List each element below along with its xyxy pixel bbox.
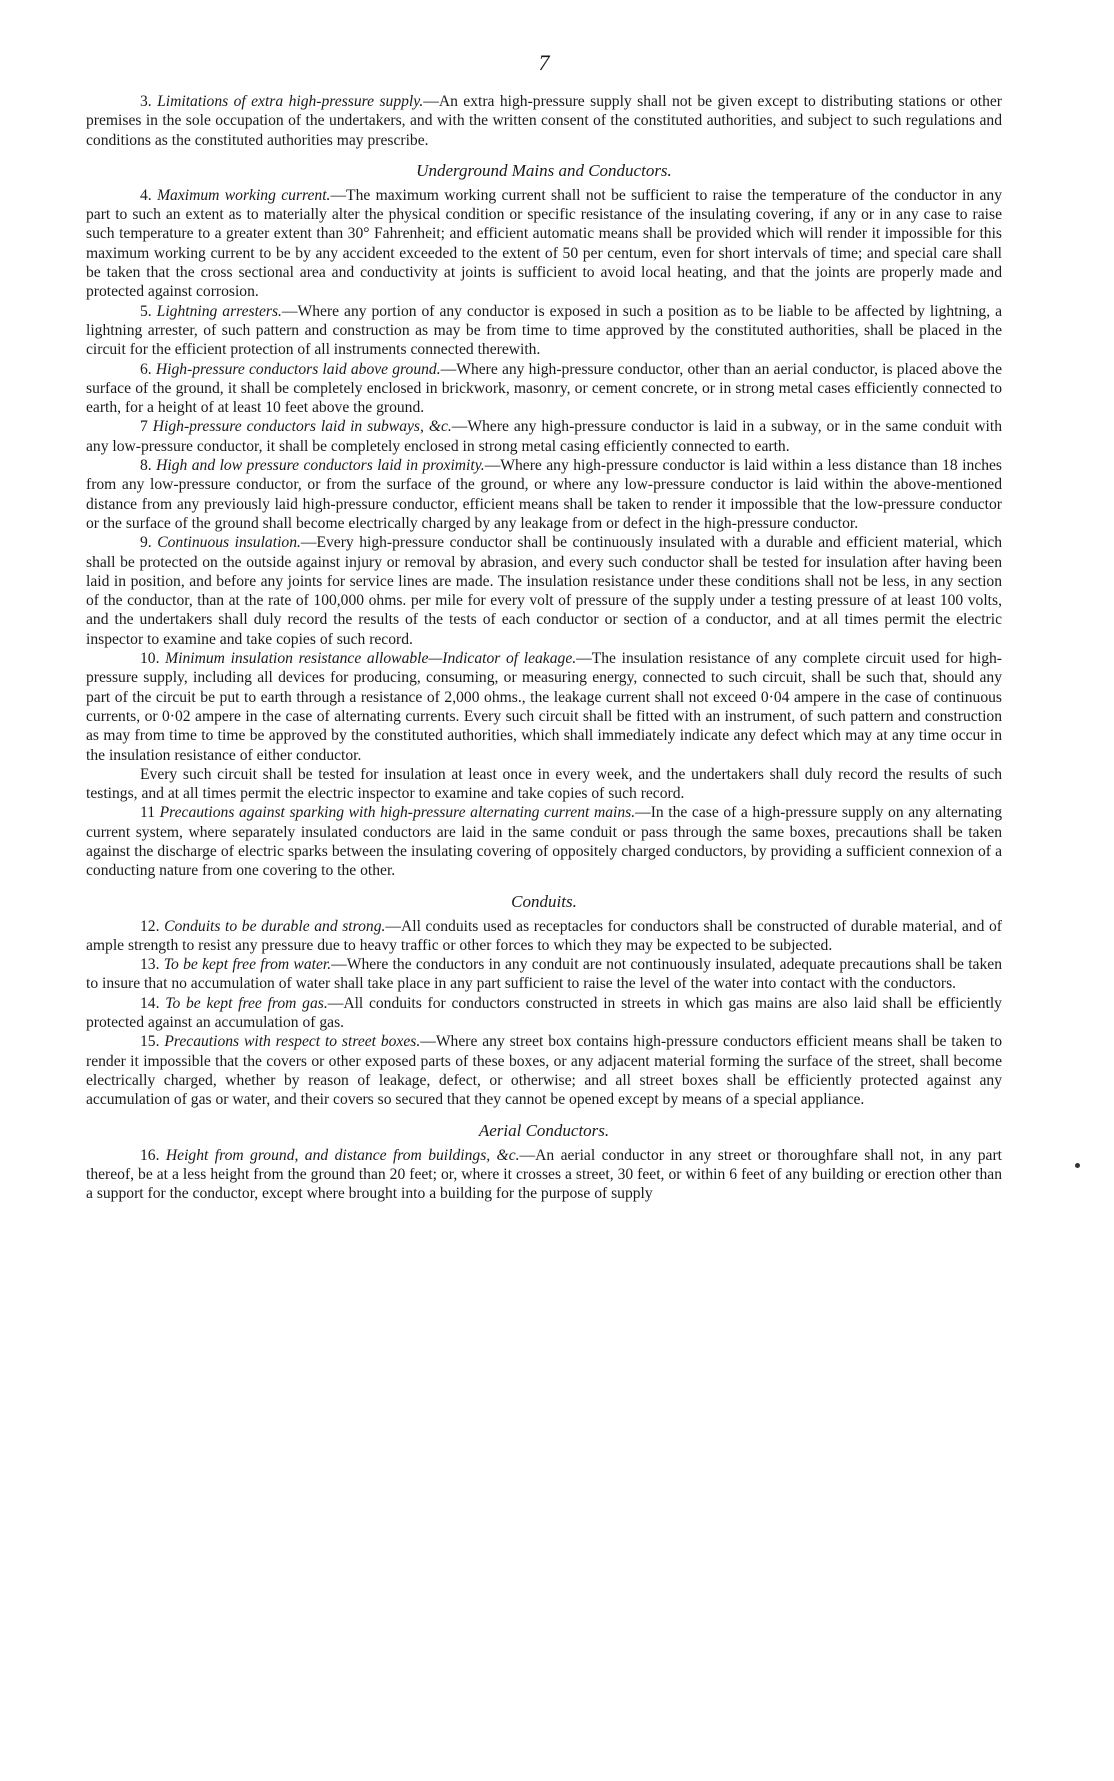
section-heading: Aerial Conductors. — [478, 1120, 610, 1140]
regulation-text: —Where the conductors in any conduit are not continuously insulated, adequate precautions shall be taken to insure that no accumulation of water shall take place in any part sufficient to raise the level of the water into contact with the conductors. — [86, 956, 1002, 993]
margin-mark — [1075, 1163, 1080, 1168]
regulation-paragraph — [86, 417, 1002, 456]
regulation-text: —The maximum working current shall not be sufficient to raise the temperature of the conductor in any part to such an extent as to materially alter the physical condition or specific resistance of the insulating covering, if any or in any case to raise such temperature to a greater extent than 30° Fahrenheit; and efficient automatic means shall be provided which will render it impossible for this maximum working current to be by any accident exceeded to the extent of 50 per centum, even for short intervals of time; and special care shall be taken that the cross sectional area and conductivity at joints is sufficient to avoid local heating, and that the joints are properly made and protected against corrosion. — [86, 186, 1003, 301]
regulation-text: —All conduits used as receptacles for conductors shall be constructed of durable material, and of ample strength to resist any pressure due to heavy traffic or other forces to which they may be expected to be subjected. — [86, 917, 1002, 954]
regulation-paragraph — [86, 917, 1002, 956]
regulation-title: High and low pressure conductors laid in proximity. — [156, 457, 485, 475]
regulation-number: 16. — [140, 1146, 160, 1164]
regulation-title: Continuous insulation. — [157, 534, 301, 552]
regulation-paragraph — [86, 955, 1002, 994]
page-number: 7 — [538, 50, 550, 75]
page-content — [86, 48, 1002, 1203]
regulation-text: —Where any street box contains high-pressure conductors efficient means shall be taken to render it impossible that the covers or other exposed parts of these boxes, or any adjacent material forming the surface of the street, shall become electrically charged, whether by reason of leakage, defect, or otherwise; and all street boxes shall be efficiently protected against any accumulation of gas or water, and their covers so secured that they cannot be opened except by means of a special appliance. — [86, 1033, 1002, 1109]
regulation-title: Precautions with respect to street boxes. — [164, 1033, 421, 1051]
regulation-title: To be kept free from water. — [163, 956, 332, 974]
regulation-number: 8. — [140, 457, 152, 475]
regulation-title: Height from ground, and distance from buildings, &c. — [165, 1146, 520, 1164]
regulation-number: 4. — [140, 186, 152, 204]
regulation-title: High-pressure conductors laid in subways, &c. — [152, 418, 452, 436]
regulation-title: Minimum insulation resistance allowable—Indicator of leakage. — [165, 650, 577, 668]
regulation-number: 5. — [140, 302, 152, 320]
regulation-number: 12. — [140, 917, 160, 935]
regulation-paragraph — [86, 302, 1002, 360]
regulation-title: Precautions against sparking with high-pressure alternating current mains. — [159, 804, 636, 822]
regulation-title: To be kept free from gas. — [165, 994, 328, 1012]
regulation-number: 9. — [140, 534, 152, 552]
regulation-paragraph — [86, 649, 1002, 765]
regulation-text: —An aerial conductor in any street or thoroughfare shall not, in any part thereof, be at a less height from the ground than 20 feet; or, where it crosses a street, 30 feet, or within 6 feet of any building or erection other than a support for the conductor, except where brought into a building for the purpose of supply — [86, 1146, 1002, 1203]
regulation-number: 10. — [140, 650, 160, 668]
section-heading: Underground Mains and Conductors. — [416, 160, 672, 180]
regulation-title: Maximum working current. — [157, 186, 331, 204]
regulation-number: 13. — [140, 956, 160, 974]
regulation-number: 14. — [140, 994, 160, 1012]
regulation-paragraph — [86, 360, 1002, 418]
regulation-paragraph — [86, 765, 1002, 804]
regulation-text: —Every high-pressure conductor shall be continuously insulated with a durable and efficient material, which shall be protected on the outside against injury or removal by abrasion, and every such conductor shall be tested for insulation after having been laid in position, and before any joints for service lines are made. The insulation resistance under these conditions shall not be less, in any section of the conductor, than at the rate of 100,000 ohms. per mile for every volt of pressure of the supply under a testing pressure of at least 100 volts, and the undertakers shall duly record the results of the tests of each conductor or section of a conductor, and at all times permit the electric inspector to examine and take copies of such record. — [86, 534, 1002, 648]
regulation-paragraph — [86, 533, 1002, 649]
regulations-body — [86, 92, 1002, 1203]
regulation-paragraph — [86, 994, 1002, 1033]
regulation-number: 15. — [140, 1033, 160, 1051]
regulation-text: —The insulation resistance of any complete circuit used for high-pressure supply, including all devices for producing, consuming, or measuring energy, connected to such circuit, shall be such that, should any part of the circuit be put to earth through a resistance of 2,000 ohms., the leakage current shall not exceed 0·04 ampere in the case of continuous currents, or 0·02 ampere in the case of alternating currents. Every such circuit shall be fitted with an instrument, of such pattern and construction as may from time to time be approved by the constituted authorities, which shall immediately indicate any defect which may at any time occur in the insulation resistance of either conductor. — [86, 650, 1002, 764]
regulation-number: 7 — [140, 418, 148, 436]
regulation-text: —Where any portion of any conductor is exposed in such a position as to be liable to be affected by lightning, a lightning arrester, of such pattern and construction as may be from time to time approved by the constituted authorities, shall be placed in the circuit for the efficient protection of all instruments connected therewith. — [86, 302, 1002, 359]
regulation-text: —All conduits for conductors constructed in streets in which gas mains are also laid shall be efficiently protected against an accumulation of gas. — [86, 994, 1002, 1032]
regulation-paragraph — [86, 803, 1002, 880]
regulation-text: —Where any high-pressure conductor is laid within a less distance than 18 inches from any low-pressure conductor, or from the surface of the ground, or where any low-pressure conductor is laid within the above-mentioned distance from any previously laid high-pressure conductor, efficient means shall be taken to render it impossible that the low-pressure conductor or the surface of the ground shall become electrically charged by any leakage from or defect in the high-pressure conductor. — [86, 457, 1002, 532]
regulation-text: —An extra high-pressure supply shall not be given except to distributing stations or other premises in the sole occupation of the undertakers, and with the written consent of the constituted authorities, and subject to such regulations and conditions as the constituted authorities may prescribe. — [86, 93, 1002, 149]
regulation-number: 6. — [140, 360, 152, 378]
regulation-text: —In the case of a high-pressure supply on any alternating current system, where separately insulated conductors are laid in the same conduit or pass through the same boxes, precautions shall be taken against the discharge of electric sparks between the insulating covering of oppositely charged conductors, by providing a sufficient connexion of a conducting nature from one covering to the other. — [86, 804, 1003, 880]
regulation-title: Limitations of extra high-pressure supply. — [157, 93, 424, 110]
regulation-title: Conduits to be durable and strong. — [164, 917, 386, 935]
regulation-paragraph — [86, 1146, 1002, 1204]
regulation-paragraph — [86, 186, 1002, 302]
regulation-title: High-pressure conductors laid above ground. — [155, 360, 441, 378]
regulation-paragraph — [86, 1032, 1002, 1109]
regulation-number: 3. — [140, 93, 152, 110]
regulation-paragraph — [86, 92, 1002, 150]
regulation-title: Lightning arresters. — [156, 302, 282, 320]
regulation-paragraph — [86, 456, 1002, 533]
regulation-text: —Where any high-pressure conductor, other than an aerial conductor, is placed above the surface of the ground, it shall be completely enclosed in brickwork, masonry, or cement concrete, or in strong metal cases efficiently connected to earth, for a height of at least 10 feet above the ground. — [86, 360, 1003, 417]
section-heading: Conduits. — [511, 891, 577, 911]
regulation-number: 11 — [140, 804, 156, 822]
regulation-text: Every such circuit shall be tested for insulation at least once in every week, and the undertakers shall duly record the results of such testings, and at all times permit the electric inspector to examine and take copies of such record. — [86, 765, 1002, 803]
regulation-text: —Where any high-pressure conductor is laid in a subway, or in the same conduit with any low-pressure conductor, it shall be completely enclosed in strong metal casing efficiently connected to earth. — [86, 418, 1002, 455]
